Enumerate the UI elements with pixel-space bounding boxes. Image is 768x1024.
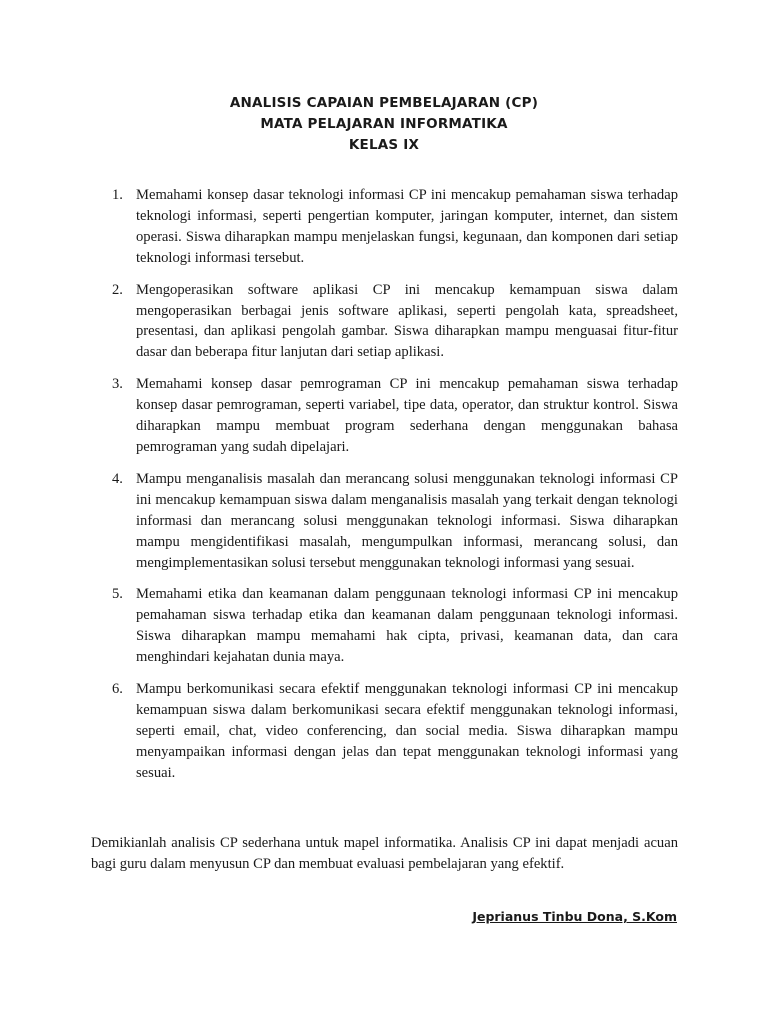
- item-text: Mengoperasikan software aplikasi CP ini mencakup kemampuan siswa dalam mengoperasikan berbagai jenis software aplikasi, seperti pengolah kata, spreadsheet, presentasi, dan aplikasi pengolah gambar. Siswa diharapkan mampu menguasai fitur-fitur dasar dan beberapa fitur lanjutan dari setiap aplikasi.: [136, 281, 678, 361]
- cp-item-3: [108, 374, 678, 458]
- item-number: 1.: [112, 187, 123, 203]
- cp-item-2: [108, 280, 678, 364]
- cp-item-5: [108, 584, 678, 668]
- cp-item-6: [108, 679, 678, 784]
- cp-item-4: [108, 469, 678, 574]
- item-number: 2.: [112, 281, 123, 298]
- document-title: [0, 93, 768, 156]
- item-text: Memahami etika dan keamanan dalam penggunaan teknologi informasi CP ini mencakup pemahaman siswa terhadap etika dan keamanan dalam penggunaan teknologi informasi. Siswa diharapkan mampu memahami hak cipta, privasi, keamanan data, dan cara menghindari kejahatan dunia maya.: [136, 586, 678, 666]
- cp-list: [108, 185, 678, 795]
- title-line-2: MATA PELAJARAN INFORMATIKA: [260, 116, 508, 132]
- item-text: Memahami konsep dasar pemrograman CP ini mencakup pemahaman siswa terhadap konsep dasar pemrograman, seperti variabel, tipe data, operator, dan struktur kontrol. Siswa diharapkan mampu membuat program sederhana dengan menggunakan bahasa pemrograman yang sudah dipelajari.: [136, 376, 678, 455]
- title-line-3: KELAS IX: [348, 137, 420, 153]
- cp-item-1: [108, 185, 678, 269]
- item-text: Mampu menganalisis masalah dan merancang solusi menggunakan teknologi informasi CP ini mencakup kemampuan siswa dalam menganalisis masalah yang terkait dengan teknologi informasi dan merancang solusi menggunakan teknologi informasi. Siswa diharapkan mampu mengidentifikasi masalah, mengumpulkan informasi, merancang solusi, dan mengimplementasikan solusi tersebut menggunakan teknologi informasi yang sesuai.: [136, 470, 678, 571]
- item-number: 3.: [112, 376, 123, 393]
- item-number: 5.: [112, 586, 123, 603]
- item-number: 4.: [112, 470, 123, 487]
- item-text: Mampu berkomunikasi secara efektif menggunakan teknologi informasi CP ini mencakup kemampuan siswa dalam berkomunikasi secara efektif menggunakan teknologi informasi, seperti email, chat, video conferencing, dan social media. Siswa diharapkan mampu menyampaikan informasi dengan jelas dan tepat menggunakan teknologi informasi yang sesuai.: [136, 681, 678, 781]
- item-text: Memahami konsep dasar teknologi informasi CP ini mencakup pemahaman siswa terhadap teknologi informasi, seperti pengertian komputer, jaringan komputer, internet, dan sistem operasi. Siswa diharapkan mampu menjelaskan fungsi, kegunaan, dan komponen dari setiap teknologi informasi tersebut.: [136, 187, 678, 266]
- title-line-1: ANALISIS CAPAIAN PEMBELAJARAN (CP): [229, 95, 539, 111]
- closing-paragraph: Demikianlah analisis CP sederhana untuk mapel informatika. Analisis CP ini dapat menjadi acuan bagi guru dalam menyusun CP dan membuat evaluasi pembelajaran yang efektif.: [91, 834, 678, 873]
- author-signature: Jeprianus Tinbu Dona, S.Kom: [472, 909, 677, 924]
- item-number: 6.: [112, 681, 123, 698]
